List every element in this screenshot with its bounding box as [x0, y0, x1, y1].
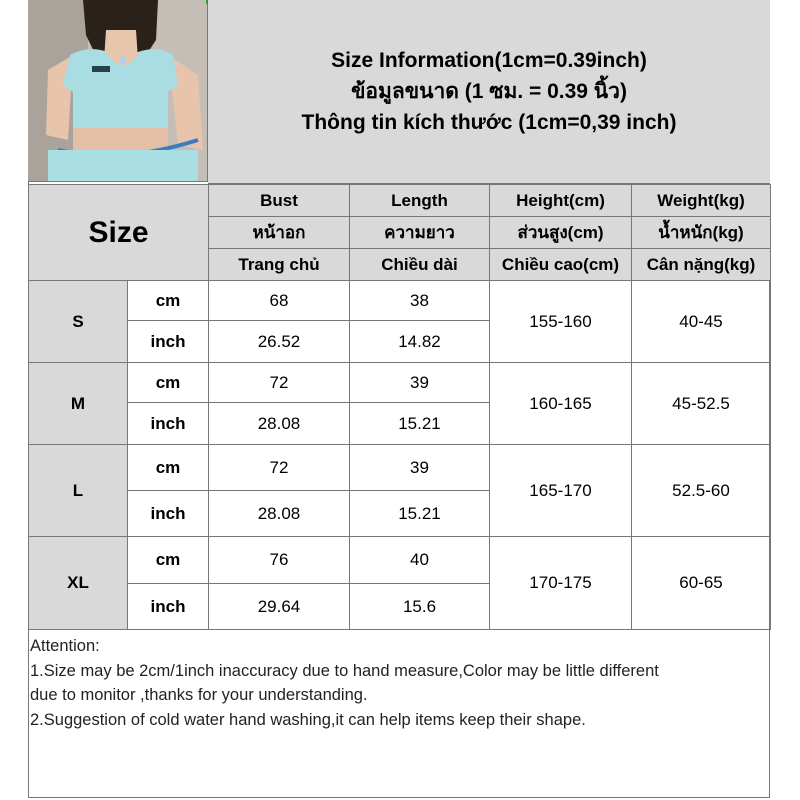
bust-cm: 72 — [209, 363, 350, 403]
size-label-xl: XL — [29, 537, 128, 630]
col-header-weight-th: น้ำหนัก(kg) — [632, 217, 771, 249]
col-header-length-th: ความยาว — [350, 217, 490, 249]
col-header-height-th: ส่วนสูง(cm) — [490, 217, 632, 249]
col-header-height-en: Height(cm) — [490, 185, 632, 217]
length-inch: 15.21 — [350, 403, 490, 445]
weight-range: 52.5-60 — [632, 445, 771, 537]
col-header-height-vi: Chiều cao(cm) — [490, 249, 632, 281]
length-inch: 15.6 — [350, 584, 490, 630]
col-header-length-en: Length — [350, 185, 490, 217]
unit-inch: inch — [128, 403, 209, 445]
table-row — [29, 445, 771, 491]
unit-inch: inch — [128, 491, 209, 537]
length-inch: 14.82 — [350, 321, 490, 363]
length-cm: 39 — [350, 363, 490, 403]
attention-notes — [30, 634, 768, 732]
attention-line-1: 1.Size may be 2cm/1inch inaccuracy due to hand measure,Color may be little different — [30, 661, 659, 680]
weight-range: 60-65 — [632, 537, 771, 630]
unit-inch: inch — [128, 321, 209, 363]
height-range: 160-165 — [490, 363, 632, 445]
header-row-en — [29, 185, 771, 217]
size-label-m: M — [29, 363, 128, 445]
unit-cm: cm — [128, 445, 209, 491]
header-title-en: Size Information(1cm=0.39inch) — [331, 49, 647, 72]
size-header: Size — [29, 185, 209, 281]
size-table — [28, 184, 771, 630]
bust-inch: 26.52 — [209, 321, 350, 363]
bust-cm: 76 — [209, 537, 350, 584]
length-cm: 39 — [350, 445, 490, 491]
height-range: 165-170 — [490, 445, 632, 537]
length-inch: 15.21 — [350, 491, 490, 537]
header-title-th: ข้อมูลขนาด (1 ซม. = 0.39 นิ้ว) — [351, 80, 627, 103]
unit-cm: cm — [128, 363, 209, 403]
table-row — [29, 537, 771, 584]
attention-line-2: due to monitor ,thanks for your understanding. — [30, 686, 368, 704]
size-info-header — [208, 0, 770, 184]
unit-inch: inch — [128, 584, 209, 630]
bust-inch: 28.08 — [209, 491, 350, 537]
unit-cm: cm — [128, 537, 209, 584]
height-range: 170-175 — [490, 537, 632, 630]
size-label-l: L — [29, 445, 128, 537]
weight-range: 45-52.5 — [632, 363, 771, 445]
bust-inch: 28.08 — [209, 403, 350, 445]
product-photo — [28, 0, 208, 182]
col-header-length-vi: Chiều dài — [350, 249, 490, 281]
col-header-bust-vi: Trang chủ — [209, 249, 350, 281]
col-header-bust-en: Bust — [209, 185, 350, 217]
model-wearing-crop-top-image — [28, 0, 208, 182]
length-cm: 38 — [350, 281, 490, 321]
unit-cm: cm — [128, 281, 209, 321]
weight-range: 40-45 — [632, 281, 771, 363]
attention-title: Attention: — [30, 637, 100, 655]
table-row — [29, 281, 771, 321]
table-row — [29, 363, 771, 403]
col-header-weight-en: Weight(kg) — [632, 185, 771, 217]
col-header-bust-th: หน้าอก — [209, 217, 350, 249]
height-range: 155-160 — [490, 281, 632, 363]
bust-cm: 72 — [209, 445, 350, 491]
bust-cm: 68 — [209, 281, 350, 321]
attention-line-3: 2.Suggestion of cold water hand washing,it can help items keep their shape. — [30, 710, 586, 729]
size-label-s: S — [29, 281, 128, 363]
bust-inch: 29.64 — [209, 584, 350, 630]
length-cm: 40 — [350, 537, 490, 584]
col-header-weight-vi: Cân nặng(kg) — [632, 249, 771, 281]
header-title-vi: Thông tin kích thước (1cm=0,39 inch) — [301, 111, 677, 134]
